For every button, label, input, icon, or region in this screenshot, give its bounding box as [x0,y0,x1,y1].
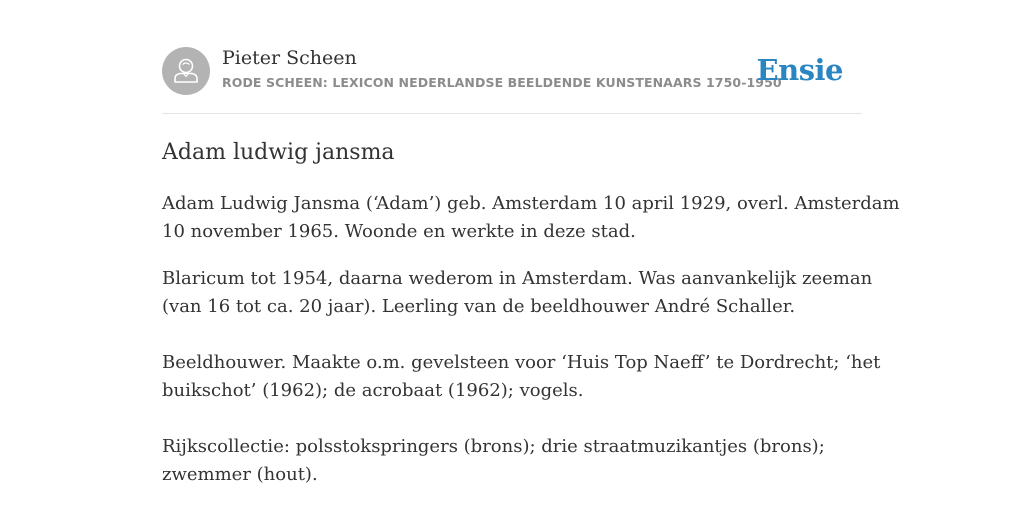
ensie-logo[interactable]: Ensie [756,53,843,87]
paragraph-line: Adam Ludwig Jansma (‘Adam’) geb. Amsterdam 10 april 1929, overl. Amsterdam [162,193,900,214]
author-name[interactable]: Pieter Scheen [222,47,357,69]
paragraph-line: Blaricum tot 1954, daarna wederom in Amsterdam. Was aanvankelijk zeeman [162,268,873,289]
paragraph-line: Beeldhouwer. Maakte o.m. gevelsteen voor ‘Huis Top Naeff’ te Dordrecht; ‘het [162,352,881,373]
author-avatar[interactable] [162,47,210,95]
entry-paragraph [162,433,862,489]
user-placeholder-icon [162,47,210,95]
paragraph-line: buikschot’ (1962); de acrobaat (1962); vogels. [162,380,584,401]
source-title[interactable]: RODE SCHEEN: LEXICON NEDERLANDSE BEELDENDE KUNSTENAARS 1750-1950 [222,75,782,90]
paragraph-line: zwemmer (hout). [162,464,318,485]
entry-title: Adam ludwig jansma [162,140,395,165]
entry-paragraph [162,349,881,405]
header-divider [162,113,862,114]
entry-body [162,190,900,489]
entry-paragraph [162,190,900,246]
entry-paragraph [162,265,873,321]
paragraph-line: (van 16 tot ca. 20 jaar). Leerling van de beeldhouwer André Schaller. [162,296,796,317]
paragraph-line: 10 november 1965. Woonde en werkte in deze stad. [162,221,636,242]
paragraph-line: Rijkscollectie: polsstokspringers (brons); drie straatmuzikantjes (brons); [162,436,825,457]
entry-header [162,46,862,96]
